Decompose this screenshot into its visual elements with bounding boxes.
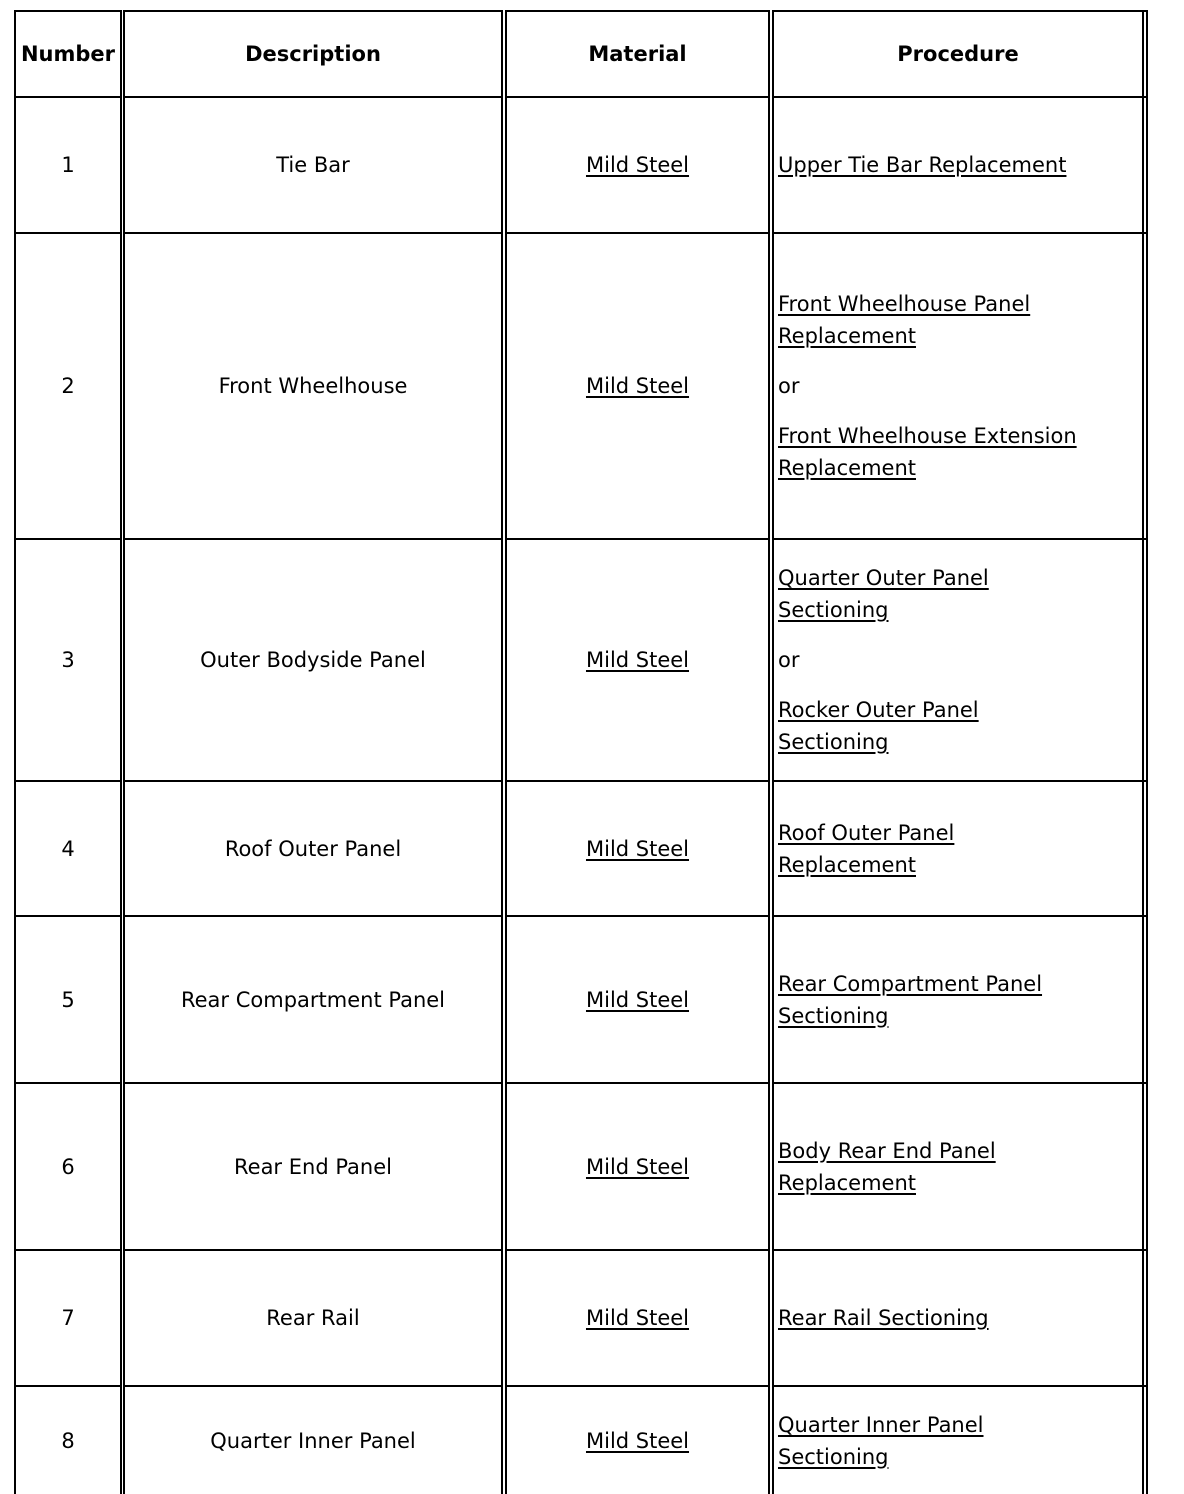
material-link[interactable]: Mild Steel xyxy=(585,1428,690,1453)
row-material xyxy=(507,917,768,1082)
procedure-link[interactable]: Rear Rail Sectioning xyxy=(778,1306,989,1330)
row-number: 8 xyxy=(61,1428,75,1453)
row-material xyxy=(507,234,768,538)
header-number: Number xyxy=(20,42,116,66)
procedure-link[interactable]: Front Wheelhouse Extension Replacement xyxy=(778,424,1077,480)
row-procedure xyxy=(774,540,1142,780)
procedure-link[interactable]: Front Wheelhouse Panel Replacement xyxy=(778,292,1031,348)
row-description: Outer Bodyside Panel xyxy=(200,648,426,672)
row-number: 1 xyxy=(61,153,75,177)
procedure-link[interactable]: Quarter Outer Panel Sectioning xyxy=(778,566,989,622)
procedure-link[interactable]: Body Rear End Panel Replacement xyxy=(778,1138,996,1195)
row-procedure xyxy=(774,1251,1142,1385)
row-number: 3 xyxy=(61,648,75,672)
row-border xyxy=(772,10,1148,12)
row-procedure xyxy=(774,1084,1142,1249)
material-link[interactable]: Mild Steel xyxy=(585,1306,690,1330)
row-border xyxy=(123,10,503,12)
procedure-or-text: or xyxy=(778,648,800,672)
row-description: Roof Outer Panel xyxy=(224,836,402,861)
row-number: 4 xyxy=(61,836,75,861)
procedure-link[interactable]: Rocker Outer Panel Sectioning xyxy=(778,698,979,754)
row-description: Rear Rail xyxy=(266,1306,360,1330)
header-procedure: Procedure xyxy=(897,42,1019,66)
row-description: Rear Compartment Panel xyxy=(180,987,446,1012)
row-procedure xyxy=(774,234,1142,538)
procedure-link[interactable]: Upper Tie Bar Replacement xyxy=(778,153,1067,177)
row-material xyxy=(507,1084,768,1249)
row-number: 6 xyxy=(61,1154,75,1179)
row-description: Front Wheelhouse xyxy=(218,374,408,398)
procedure-link[interactable]: Rear Compartment Panel Sectioning xyxy=(778,971,1043,1028)
row-material xyxy=(507,540,768,780)
row-procedure xyxy=(774,917,1142,1082)
row-number: 5 xyxy=(61,987,75,1012)
row-material xyxy=(507,98,768,232)
header-description: Description xyxy=(245,42,381,66)
row-description: Tie Bar xyxy=(276,153,350,177)
row-procedure xyxy=(774,782,1142,915)
row-number: 7 xyxy=(61,1306,75,1330)
row-description: Rear End Panel xyxy=(234,1154,392,1179)
row-material xyxy=(507,1387,768,1494)
row-material xyxy=(507,1251,768,1385)
material-link[interactable]: Mild Steel xyxy=(585,987,690,1012)
material-link[interactable]: Mild Steel xyxy=(585,1154,690,1179)
row-material xyxy=(507,782,768,915)
material-link[interactable]: Mild Steel xyxy=(585,836,690,861)
row-description: Quarter Inner Panel xyxy=(210,1428,416,1453)
procedure-or-text: or xyxy=(778,374,800,398)
row-procedure xyxy=(774,1387,1142,1494)
row-procedure xyxy=(774,98,1142,232)
material-link[interactable]: Mild Steel xyxy=(585,153,690,177)
procedure-link[interactable]: Roof Outer Panel Replacement xyxy=(778,820,955,877)
row-border xyxy=(505,10,770,12)
procedure-link[interactable]: Quarter Inner Panel Sectioning xyxy=(778,1412,984,1469)
row-border xyxy=(14,10,122,12)
material-link[interactable]: Mild Steel xyxy=(585,648,690,672)
material-link[interactable]: Mild Steel xyxy=(585,374,690,398)
row-number: 2 xyxy=(61,374,75,398)
header-material: Material xyxy=(588,42,687,66)
